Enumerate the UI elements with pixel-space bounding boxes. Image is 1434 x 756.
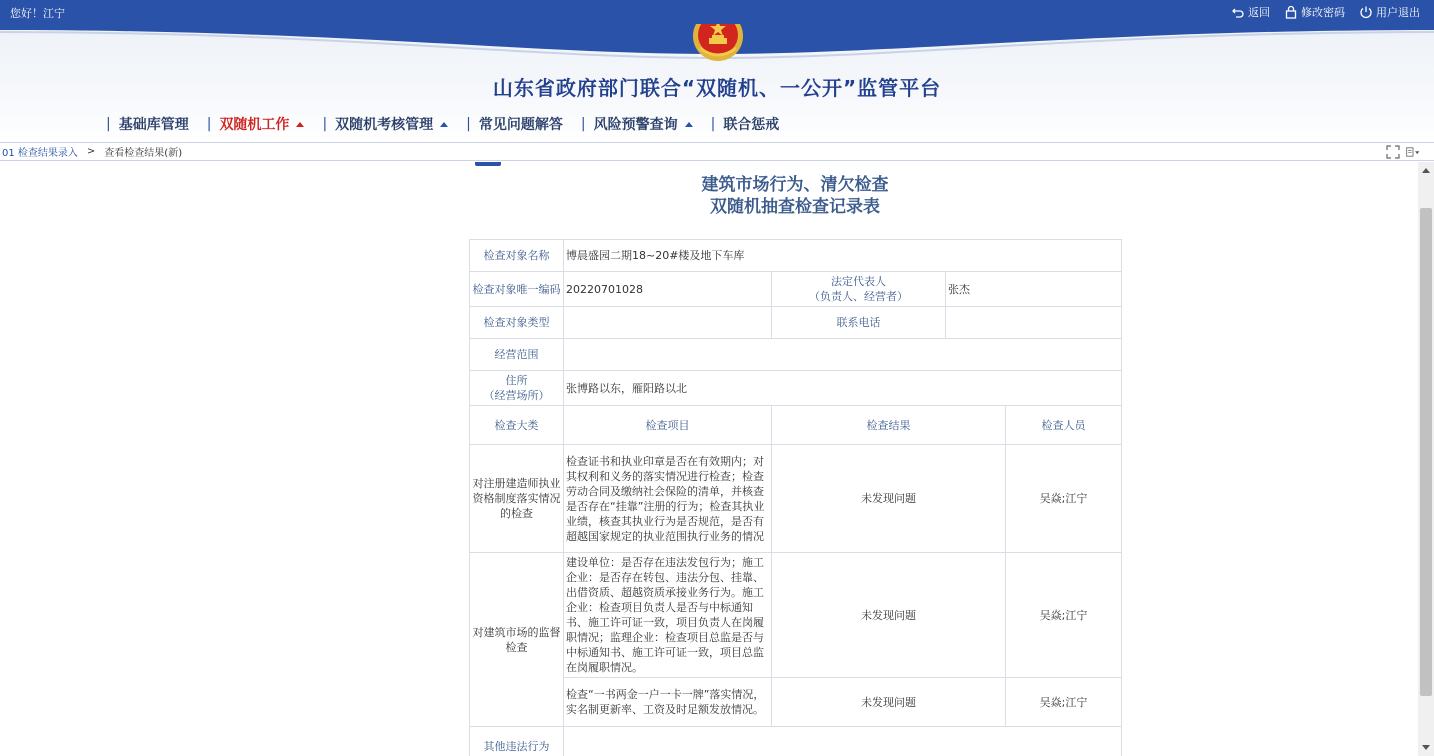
scroll-up-arrow-icon[interactable]	[1422, 168, 1430, 173]
table-row	[470, 339, 1122, 371]
main-nav	[100, 114, 791, 134]
result-cell: 未发现问题	[772, 553, 1006, 678]
national-emblem-icon	[690, 24, 746, 64]
header-banner	[0, 24, 1434, 142]
unique-code-value: 20220701028	[564, 272, 772, 307]
back-icon	[1231, 5, 1245, 19]
inspector-cell: 吴焱;江宁	[1006, 445, 1122, 553]
document-title-line1: 建筑市场行为、清欠检查	[701, 175, 889, 195]
object-type-value	[564, 307, 772, 339]
unique-code-label: 检查对象唯一编码	[470, 272, 564, 307]
caret-up-icon	[440, 122, 448, 127]
other-violations-value	[564, 727, 1122, 756]
table-header-row	[470, 406, 1122, 445]
item-cell: 建设单位：是否存在违法发包行为；施工企业：是否存在转包、违法分包、挂靠、出借资质、超越资质承接业务行为。施工企业：检查项目负责人是否与中标通知书、施工许可证一致，项目负责人在岗履职情况；监理企业：检查项目总监是否与中标通知书、施工许可证一致，项目总监在岗履职情况。	[564, 553, 772, 678]
table-row	[470, 272, 1122, 307]
item-cell: 检查证书和执业印章是否在有效期内；对其权利和义务的落实情况进行检查；检查劳动合同及缴纳社会保险的清单，并核查是否存在“挂靠”注册的行为；检查其执业业绩，核查其执业行为是否规范，是否有超越国家规定的执业范围执行业务的情况	[564, 445, 772, 553]
address-label	[470, 371, 564, 406]
nav-item-double-random-work[interactable]: | 双随机工作	[201, 114, 317, 134]
breadcrumb-separator: >	[86, 146, 96, 157]
category-cell: 对建筑市场的监督检查	[470, 553, 564, 727]
scope-value	[564, 339, 1122, 371]
top-bar	[0, 0, 1434, 24]
nav-item-assessment[interactable]: | 双随机考核管理	[316, 114, 460, 134]
table-row	[470, 553, 1122, 678]
col-result-header: 检查结果	[772, 406, 1006, 445]
inspection-record-table	[469, 239, 1122, 756]
inspector-cell: 吴焱;江宁	[1006, 553, 1122, 678]
logout-link[interactable]	[1359, 4, 1420, 20]
lock-icon	[1284, 5, 1298, 19]
item-cell: 检查“一书两金一户一卡一牌”落实情况，实名制更新率、工资及时足额发放情况。	[564, 678, 772, 727]
col-inspector-header: 检查人员	[1006, 406, 1122, 445]
document-title-line2: 双随机抽查检查记录表	[710, 197, 880, 217]
address-label-line1: 住所	[505, 374, 528, 387]
document-menu-icon[interactable]	[1406, 145, 1420, 159]
phone-value	[946, 307, 1122, 339]
nav-label: 联合惩戒	[723, 117, 780, 133]
object-name-value: 博晨盛园二期18~20#楼及地下车库	[564, 240, 1122, 272]
phone-label: 联系电话	[772, 307, 946, 339]
category-cell: 对注册建造师执业资格制度落实情况的检查	[470, 445, 564, 553]
scope-label: 经营范围	[470, 339, 564, 371]
object-name-label: 检查对象名称	[470, 240, 564, 272]
legal-rep-label-line1: 法定代表人	[831, 275, 886, 288]
breadcrumb-current: 查看检查结果(新)	[104, 148, 183, 159]
top-links	[1231, 4, 1420, 20]
nav-label: 常见问题解答	[478, 117, 563, 133]
greeting-text: 您好！江宁	[10, 7, 65, 20]
nav-item-joint-punishment[interactable]: | 联合惩戒	[710, 116, 780, 133]
change-password-link[interactable]	[1284, 4, 1345, 20]
breadcrumb-link[interactable]: 01 检查结果录入	[2, 148, 78, 159]
address-value: 张博路以东，雁阳路以北	[564, 371, 1122, 406]
nav-item-risk-warning[interactable]: | 风险预警查询	[575, 114, 705, 134]
col-category-header: 检查大类	[470, 406, 564, 445]
tab-indicator	[475, 162, 501, 166]
back-link[interactable]	[1231, 4, 1270, 20]
nav-label: 双随机考核管理	[335, 117, 434, 133]
vertical-scrollbar[interactable]	[1418, 162, 1434, 756]
scroll-down-arrow-icon[interactable]	[1422, 745, 1430, 750]
power-icon	[1359, 5, 1373, 19]
breadcrumb-tools	[1386, 145, 1420, 159]
table-row	[470, 240, 1122, 272]
table-row	[470, 371, 1122, 406]
nav-item-faq[interactable]: | 常见问题解答	[466, 116, 563, 133]
site-title: 山东省政府部门联合“双随机、一公开”监管平台	[492, 76, 942, 100]
nav-label: 基础库管理	[118, 117, 189, 133]
scrollbar-thumb[interactable]	[1420, 208, 1432, 696]
table-row	[470, 307, 1122, 339]
address-label-line2: （经营场所）	[483, 389, 550, 402]
caret-up-icon	[685, 122, 693, 127]
nav-item-basic-library[interactable]: | 基础库管理	[106, 116, 189, 133]
col-item-header: 检查项目	[564, 406, 772, 445]
other-violations-label: 其他违法行为	[470, 727, 564, 756]
result-cell: 未发现问题	[772, 678, 1006, 727]
table-row	[470, 678, 1122, 727]
nav-label: 风险预警查询	[593, 117, 678, 133]
legal-rep-label	[772, 272, 946, 307]
nav-label: 双随机工作	[219, 117, 290, 133]
result-cell: 未发现问题	[772, 445, 1006, 553]
legal-rep-label-line2: （负责人、经营者）	[809, 290, 908, 303]
inspector-cell: 吴焱;江宁	[1006, 678, 1122, 727]
legal-rep-value: 张杰	[946, 272, 1122, 307]
back-label: 返回	[1248, 6, 1270, 19]
fullscreen-icon[interactable]	[1386, 145, 1400, 159]
breadcrumb	[0, 142, 1434, 161]
content-area	[0, 162, 1418, 756]
change-password-label: 修改密码	[1301, 6, 1345, 19]
object-type-label: 检查对象类型	[470, 307, 564, 339]
table-row	[470, 445, 1122, 553]
document-title	[469, 174, 1121, 218]
caret-up-icon	[296, 122, 304, 127]
logout-label: 用户退出	[1376, 6, 1420, 19]
table-row	[470, 727, 1122, 756]
